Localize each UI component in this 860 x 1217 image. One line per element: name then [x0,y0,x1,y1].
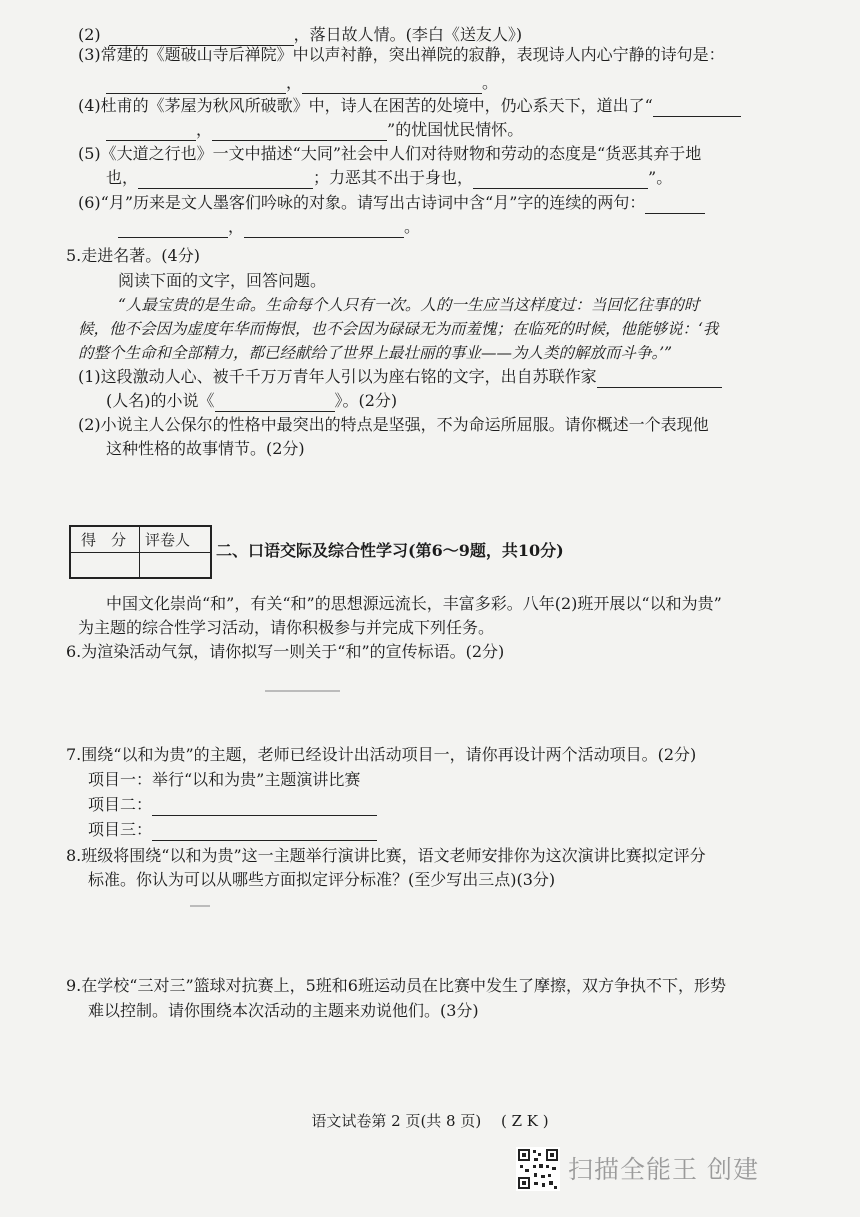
q4-5: (5)《大道之行也》一文中描述“大同”社会中人们对待财物和劳动的态度是“货恶其弃于地 [78,144,702,163]
answer-blank[interactable] [118,219,228,238]
answer-blank[interactable] [244,219,404,238]
score-box [69,525,212,579]
q9-line: 9.在学校“三对三”篮球对抗赛上，5班和6班运动员在比赛中发生了摩擦，双方争执不下，形势 [66,976,726,995]
q5-quote-line: “人最宝贵的是生命。生命每个人只有一次。人的一生应当这样度过：当回忆往事的时 [118,296,700,314]
answer-blank[interactable] [215,393,335,412]
scan-smudge [265,690,340,692]
watermark-text: 扫描全能王 创建 [568,1155,759,1184]
q5-title: 5.走进名著。(4分) [66,246,200,265]
q4-4: (4)杜甫的《茅屋为秋风所破歌》中，诗人在困苦的处境中，仍心系天下，道出了“ [78,95,741,117]
q4-3-answer: ， 。 [106,72,498,94]
score-label: 得 分 [81,531,127,549]
answer-blank[interactable] [212,122,387,141]
q5-sub1-line2: (人名)的小说《 》。(2分) [106,391,398,410]
q4-6-answer: ， 。 [118,216,420,238]
q5-sub1: (1)这段激动人心、被千千万万青年人引以为座右铭的文字，出自苏联作家 [78,366,722,388]
part2-intro-line: 为主题的综合性学习活动，请你积极参与并完成下列任务。 [78,618,495,637]
q4-3: (3)常建的《题破山寺后禅院》中以声衬静，突出禅院的寂静，表现诗人内心宁静的诗句是： [78,45,725,64]
score-box-divider [139,527,140,577]
grader-label: 评卷人 [145,531,191,549]
answer-blank[interactable] [138,170,313,189]
q7-text: 7.围绕“以和为贵”的主题，老师已经设计出活动项目一，请你再设计两个活动项目。(2分) [66,745,697,764]
q6-text: 6.为渲染活动气氛，请你拟写一则关于“和”的宣传标语。(2分) [66,642,505,661]
q4-5-answer: 也， ；力恶其不出于身也， ”。 [106,168,673,187]
q8-line: 标准。你认为可以从哪些方面拟定评分标准？(至少写出三点)(3分) [88,870,556,889]
answer-blank[interactable] [106,122,196,141]
q4-6: (6)“月”历来是文人墨客们吟咏的对象。请写出古诗词中含“月”字的连续的两句： [78,192,705,214]
q7-item3: 项目三： [88,819,377,841]
q5-sub2: (2)小说主人公保尔的性格中最突出的特点是坚强，不为命运所屈服。请你概述一个表现他 [78,415,709,434]
q5-instruction: 阅读下面的文字，回答问题。 [118,271,327,290]
q5-quote-line: 的整个生命和全部精力，都已经献给了世界上最壮丽的事业——为人类的解放而斗争。’” [78,344,673,362]
answer-blank[interactable] [106,75,286,94]
answer-blank[interactable] [473,170,648,189]
answer-blank[interactable] [152,822,377,841]
scan-smudge [190,905,210,907]
q7-item2: 项目二： [88,794,377,816]
answer-blank[interactable] [597,369,722,388]
answer-blank[interactable] [653,98,741,117]
qr-code-icon [516,1147,560,1191]
answer-blank[interactable] [645,195,705,214]
q5-sub2-line2: 这种性格的故事情节。(2分) [106,439,305,458]
q8-line: 8.班级将围绕“以和为贵”这一主题举行演讲比赛，语文老师安排你为这次演讲比赛拟定评分 [66,846,706,865]
q5-quote-line: 候，他不会因为虚度年华而悔恨，也不会因为碌碌无为而羞愧；在临死的时候，他能够说：‘我 [78,320,719,338]
q9-line: 难以控制。请你围绕本次活动的主题来劝说他们。(3分) [88,1001,479,1020]
part2-heading: 二、口语交际及综合性学习(第6～9题，共10分) [216,541,564,560]
answer-blank[interactable] [302,75,482,94]
q4-2: (2) ，落日故人情。(李白《送友人》) [78,25,523,44]
part2-intro-line: 中国文化崇尚“和”，有关“和”的思想源远流长，丰富多彩。八年(2)班开展以“以和为贵” [106,594,722,613]
q7-item1: 项目一：举行“以和为贵”主题演讲比赛 [88,770,361,789]
answer-blank[interactable] [152,797,377,816]
page-footer: 语文试卷第 2 页(共 8 页) ( Z K ) [311,1112,549,1130]
q4-4-answer: ， ”的忧国忧民情怀。 [106,119,523,141]
